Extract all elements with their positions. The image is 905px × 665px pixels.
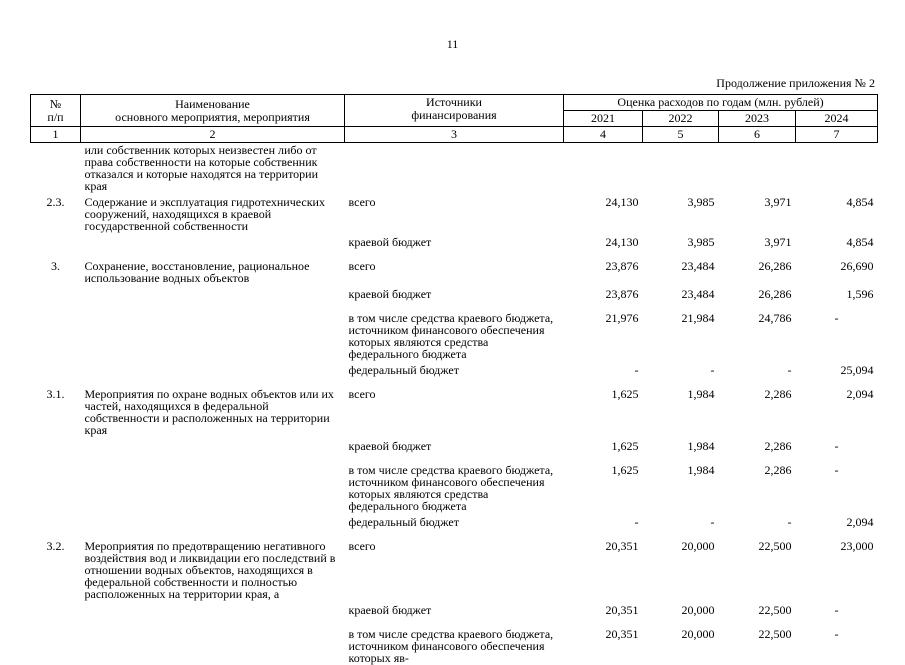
row-name: или собственник которых неизвестен либо от права собственности на которые собственник отказался и которые находятся на территории края bbox=[84, 143, 319, 193]
table-row bbox=[31, 256, 878, 284]
row-source: всего bbox=[348, 539, 376, 553]
row-value-2021 bbox=[564, 143, 643, 193]
colnum-6: 6 bbox=[719, 127, 796, 143]
row-value-2022 bbox=[643, 143, 719, 193]
appendix-note: Продолжение приложения № 2 bbox=[716, 76, 875, 90]
row-value-2023: 2,286 bbox=[764, 439, 792, 453]
row-value-2021: 20,351 bbox=[605, 539, 639, 553]
row-number bbox=[31, 232, 81, 256]
row-number bbox=[31, 512, 81, 536]
row-number bbox=[31, 460, 81, 512]
header-sources: Источники финансирования bbox=[345, 95, 564, 127]
row-value-2024: - bbox=[834, 439, 839, 453]
row-number bbox=[31, 624, 81, 664]
table-row bbox=[31, 436, 878, 460]
row-number bbox=[31, 436, 81, 460]
colnum-3: 3 bbox=[345, 127, 564, 143]
row-value-2024 bbox=[796, 143, 878, 193]
row-source: федеральный бюджет bbox=[348, 363, 459, 377]
row-value-2022: 23,484 bbox=[681, 259, 715, 273]
header-estimate: Оценка расходов по годам (млн. рублей) bbox=[564, 95, 878, 111]
row-value-2024: 26,690 bbox=[840, 259, 874, 273]
row-value-2021: 1,625 bbox=[611, 463, 639, 477]
row-value-2021: - bbox=[634, 363, 639, 377]
row-value-2022: 20,000 bbox=[681, 627, 715, 641]
row-value-2023: 22,500 bbox=[758, 627, 792, 641]
row-source: в том числе средства краевого бюджета, источником финансового обеспечения которых яв- bbox=[348, 627, 554, 665]
table-row bbox=[31, 600, 878, 624]
row-number bbox=[31, 600, 81, 624]
row-value-2023: 3,971 bbox=[764, 235, 792, 249]
row-value-2021: 20,351 bbox=[605, 603, 639, 617]
row-name bbox=[81, 512, 345, 536]
row-source: краевой бюджет bbox=[348, 235, 432, 249]
row-name: Мероприятия по охране водных объектов или их частей, находящихся в федеральной собственности и расположенных на территории края bbox=[84, 387, 334, 437]
row-value-2024: 4,854 bbox=[846, 235, 874, 249]
header-year-2023: 2023 bbox=[719, 111, 796, 127]
row-value-2021: - bbox=[634, 515, 639, 529]
row-value-2024: 25,094 bbox=[840, 363, 874, 377]
row-source: федеральный бюджет bbox=[348, 515, 459, 529]
row-name bbox=[81, 284, 345, 308]
row-number: 3.2. bbox=[46, 539, 65, 553]
row-value-2022: - bbox=[710, 363, 715, 377]
row-number bbox=[31, 360, 81, 384]
row-value-2023: 24,786 bbox=[758, 311, 792, 325]
colnum-4: 4 bbox=[564, 127, 643, 143]
row-value-2024: - bbox=[834, 627, 839, 641]
row-value-2022: 20,000 bbox=[681, 539, 715, 553]
row-number: 3.1. bbox=[46, 387, 65, 401]
row-value-2021: 23,876 bbox=[605, 287, 639, 301]
row-source bbox=[345, 143, 564, 193]
row-value-2023 bbox=[719, 143, 796, 193]
row-number: 3. bbox=[51, 259, 60, 273]
row-value-2022: 1,984 bbox=[687, 439, 715, 453]
row-value-2023: 3,971 bbox=[764, 195, 792, 209]
row-value-2023: - bbox=[787, 515, 792, 529]
row-value-2022: - bbox=[710, 515, 715, 529]
row-number bbox=[31, 143, 81, 193]
row-value-2021: 20,351 bbox=[605, 627, 639, 641]
row-value-2022: 21,984 bbox=[681, 311, 715, 325]
table-row bbox=[31, 512, 878, 536]
row-value-2021: 24,130 bbox=[605, 195, 639, 209]
row-value-2023: 22,500 bbox=[758, 539, 792, 553]
row-value-2023: 26,286 bbox=[758, 287, 792, 301]
table-row bbox=[31, 308, 878, 360]
row-value-2021: 1,625 bbox=[611, 387, 639, 401]
row-name: Содержание и эксплуатация гидротехнических сооружений, находящихся в краевой государственной собственности bbox=[84, 195, 325, 233]
row-value-2021: 21,976 bbox=[605, 311, 639, 325]
row-name bbox=[81, 460, 345, 512]
row-value-2024: - bbox=[834, 603, 839, 617]
row-name bbox=[81, 624, 345, 664]
table-body bbox=[31, 143, 878, 665]
row-name bbox=[81, 600, 345, 624]
page-number: 11 bbox=[446, 37, 459, 51]
row-source: краевой бюджет bbox=[348, 287, 432, 301]
colnum-1: 1 bbox=[31, 127, 81, 143]
header-num: № п/п bbox=[31, 95, 81, 127]
table-row bbox=[31, 460, 878, 512]
row-value-2022: 23,484 bbox=[681, 287, 715, 301]
row-source: всего bbox=[348, 259, 376, 273]
row-source: краевой бюджет bbox=[348, 439, 432, 453]
row-value-2024: - bbox=[834, 463, 839, 477]
row-value-2023: 2,286 bbox=[764, 387, 792, 401]
row-value-2024: 4,854 bbox=[846, 195, 874, 209]
row-name: Мероприятия по предотвращению негативного воздействия вод и ликвидации его последствий в отношении водных объектов, находящихся в федеральной собственности и полностью расположенных на территории края, а bbox=[84, 539, 336, 601]
row-value-2022: 20,000 bbox=[681, 603, 715, 617]
row-name: Сохранение, восстановление, рациональное использование водных объектов bbox=[84, 259, 310, 285]
row-value-2021: 23,876 bbox=[605, 259, 639, 273]
colnum-7: 7 bbox=[796, 127, 878, 143]
table-row bbox=[31, 384, 878, 436]
row-value-2022: 1,984 bbox=[687, 463, 715, 477]
row-source: в том числе средства краевого бюджета, источником финансового обеспечения которых являются средства федерального бюджета bbox=[348, 311, 554, 361]
row-value-2022: 3,985 bbox=[687, 195, 715, 209]
colnum-5: 5 bbox=[643, 127, 719, 143]
table-row bbox=[31, 536, 878, 600]
colnum-2: 2 bbox=[81, 127, 345, 143]
row-value-2024: - bbox=[834, 311, 839, 325]
row-name bbox=[81, 360, 345, 384]
header-name: Наименование основного мероприятия, мероприятия bbox=[81, 95, 345, 127]
row-source: всего bbox=[348, 387, 376, 401]
row-value-2023: - bbox=[787, 363, 792, 377]
table-row bbox=[31, 360, 878, 384]
row-number bbox=[31, 284, 81, 308]
row-value-2021: 24,130 bbox=[605, 235, 639, 249]
header-year-2024: 2024 bbox=[796, 111, 878, 127]
row-value-2024: 23,000 bbox=[840, 539, 874, 553]
header-year-2022: 2022 bbox=[643, 111, 719, 127]
row-name bbox=[81, 308, 345, 360]
row-value-2024: 2,094 bbox=[846, 387, 874, 401]
row-value-2024: 1,596 bbox=[846, 287, 874, 301]
row-value-2022: 1,984 bbox=[687, 387, 715, 401]
table-row bbox=[31, 624, 878, 664]
row-source: в том числе средства краевого бюджета, источником финансового обеспечения которых являются средства федерального бюджета bbox=[348, 463, 554, 513]
table-row bbox=[31, 232, 878, 256]
table-row bbox=[31, 192, 878, 232]
table-row bbox=[31, 284, 878, 308]
row-source: всего bbox=[348, 195, 376, 209]
row-name bbox=[81, 232, 345, 256]
row-value-2023: 26,286 bbox=[758, 259, 792, 273]
row-value-2022: 3,985 bbox=[687, 235, 715, 249]
row-value-2021: 1,625 bbox=[611, 439, 639, 453]
expenses-table bbox=[30, 94, 878, 664]
row-value-2023: 22,500 bbox=[758, 603, 792, 617]
row-source: краевой бюджет bbox=[348, 603, 432, 617]
row-name bbox=[81, 436, 345, 460]
row-value-2024: 2,094 bbox=[846, 515, 874, 529]
header-year-2021: 2021 bbox=[564, 111, 643, 127]
row-number bbox=[31, 308, 81, 360]
table-row bbox=[31, 143, 878, 193]
row-number: 2.3. bbox=[46, 195, 65, 209]
row-value-2023: 2,286 bbox=[764, 463, 792, 477]
